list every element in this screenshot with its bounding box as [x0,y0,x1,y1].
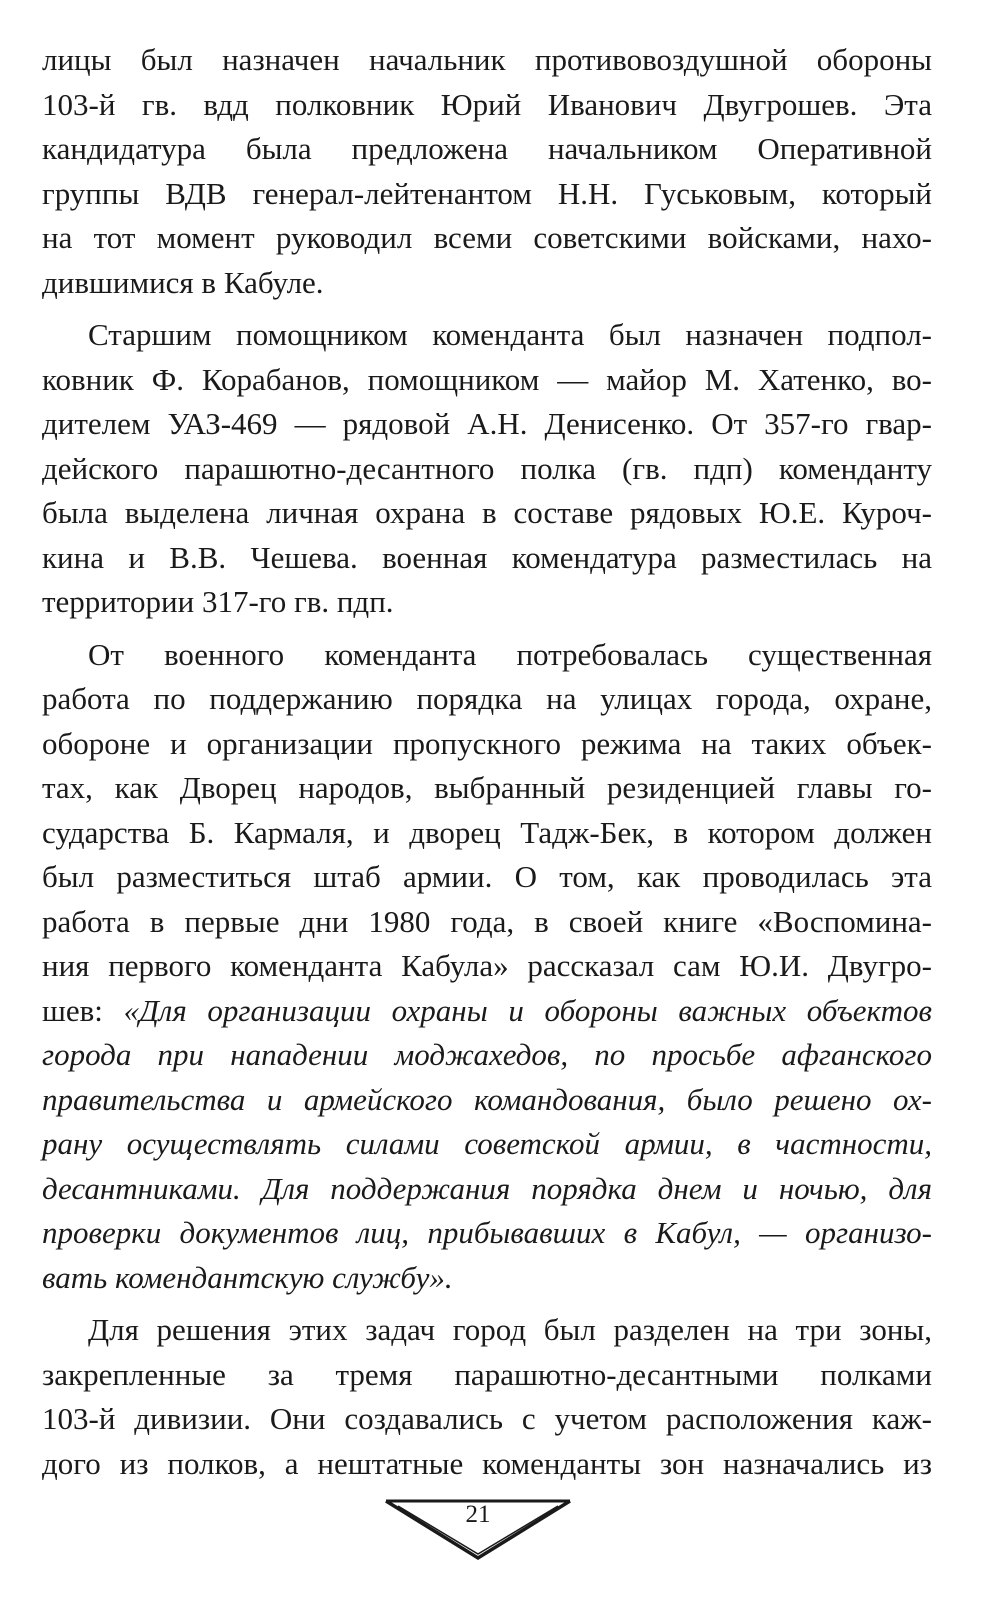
text-line: дившимися в Кабуле. [42,264,324,300]
text-line: на тот момент руководил всеми советскими войсками, нахо- [42,220,932,255]
quote-line: вать комендантскую службу». [42,1259,453,1295]
text-line: кандидатура была предложена начальником Оперативной [42,131,932,166]
text-line: была выделена личная охрана в составе рядовых Ю.Е. Куроч- [42,495,932,530]
text-line: Для решения этих задач город был разделен на три зоны, [88,1312,932,1347]
text-line: кина и В.В. Чешева. военная комендатура разместилась на [42,539,932,575]
text-line: ния первого коменданта Кабула» рассказал сам Ю.И. Двугро- [42,948,932,983]
quote-line: правительства и армейского командования, было решено ох- [42,1081,932,1117]
text-line: дителем УАЗ-469 — рядовой А.Н. Денисенко. От 357-го гвар- [42,406,932,441]
text-line: дейского парашютно-десантного полка (гв. пдп) коменданту [42,450,932,486]
page-body [42,38,932,1486]
quote-run: «Для организации охраны и обороны важных объектов [123,992,932,1028]
text-line: тах, как Дворец народов, выбранный резиденцией главы го- [42,770,932,805]
text-line: Старшим помощником коменданта был назначен подпол- [88,317,932,352]
text-line: 103-й дивизии. Они создавались с учетом расположения каж- [42,1401,932,1436]
text-line: территории 317-го гв. пдп. [42,584,394,619]
text-run: шев: [42,992,124,1028]
quote-line: города при нападении моджахедов, по просьбе афганского [42,1037,932,1072]
quote-line: десантниками. Для поддержания порядка днем и ночью, для [42,1170,932,1206]
page-number: 21 [465,1501,491,1528]
text-line: обороне и организации пропускного режима на таких объек- [42,725,932,761]
text-line: дого из полков, а нештатные коменданты зон назначались из [42,1445,932,1481]
paragraph-4 [42,1308,932,1486]
text-line-mixed [42,989,932,1034]
paragraph-3 [42,633,932,1301]
text-line: работа в первые дни 1980 года, в своей книге «Воспомина- [42,903,932,939]
text-line: ковник Ф. Корабанов, помощником — майор М. Хатенко, во- [42,361,932,397]
page-footer [384,1498,572,1562]
text-line: закрепленные за тремя парашютно-десантными полками [42,1356,932,1392]
quote-line: проверки документов лиц, прибывавших в Кабул, — организо- [42,1215,932,1250]
text-line: группы ВДВ генерал-лейтенантом Н.Н. Гуськовым, который [42,175,932,211]
text-line: сударства Б. Кармаля, и дворец Тадж-Бек, в котором должен [42,814,932,850]
text-line: был разместиться штаб армии. О том, как проводилась эта [42,859,932,894]
quote-line: рану осуществлять силами советской армии, в частности, [42,1126,932,1161]
paragraph-1 [42,38,932,305]
text-line: лицы был назначен начальник противовоздушной обороны [42,42,932,77]
text-line: работа по поддержанию порядка на улицах города, охране, [42,681,932,716]
paragraph-2 [42,313,932,625]
text-line: 103-й гв. вдд полковник Юрий Иванович Двугрошев. Эта [42,86,932,122]
text-line: От военного коменданта потребовалась существенная [88,636,932,672]
